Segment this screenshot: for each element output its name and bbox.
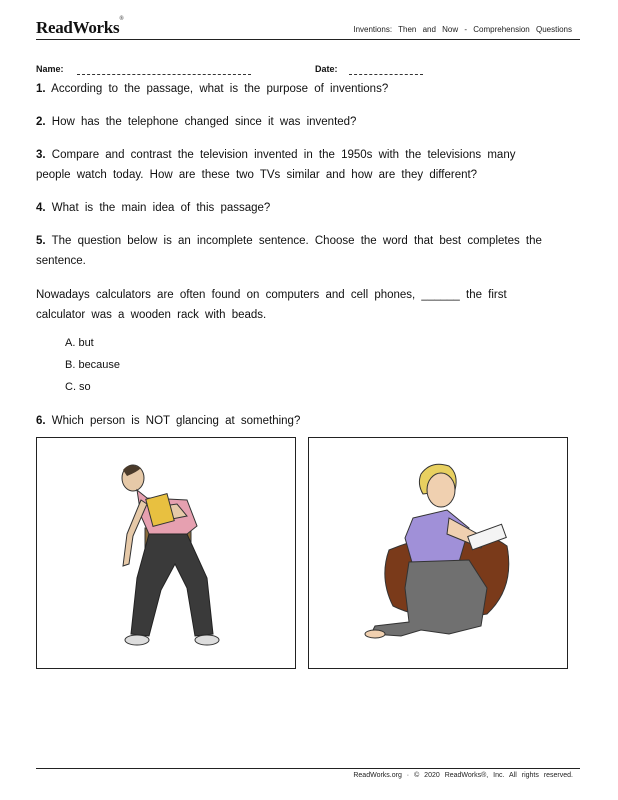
- choice-b[interactable]: B. because: [65, 359, 121, 371]
- copyright-footer: ReadWorks.org · © 2020 ReadWorks®, Inc. All rights reserved.: [353, 772, 573, 779]
- name-blank[interactable]: [77, 74, 251, 75]
- question-3: 3. Compare and contrast the television invented in the 1950s with the televisions many people watch today. How are these two TVs similar and how are they different?: [36, 149, 516, 181]
- reading-person-icon: [309, 438, 567, 668]
- name-label: Name:: [36, 64, 64, 74]
- choice-c[interactable]: C. so: [65, 381, 91, 393]
- question-5: 5. The question below is an incomplete sentence. Choose the word that best completes the sentence.: [36, 235, 542, 267]
- header-divider: [36, 39, 580, 40]
- image-option-2[interactable]: [308, 437, 568, 669]
- footer-divider: [36, 768, 580, 769]
- readworks-logo: ReadWorks®: [36, 16, 124, 37]
- incomplete-sentence: Nowadays calculators are often found on computers and cell phones, ______ the first calculator was a wooden rack with beads.: [36, 289, 507, 321]
- date-blank[interactable]: [349, 74, 423, 75]
- image-option-1[interactable]: [36, 437, 296, 669]
- question-1: 1. According to the passage, what is the purpose of inventions?: [36, 83, 389, 95]
- question-6: 6. Which person is NOT glancing at something?: [36, 415, 301, 427]
- question-2: 2. How has the telephone changed since it was invented?: [36, 116, 357, 128]
- question-4: 4. What is the main idea of this passage?: [36, 202, 271, 214]
- date-label: Date:: [315, 64, 338, 74]
- choice-a[interactable]: A. but: [65, 337, 94, 349]
- worksheet-title: Inventions: Then and Now - Comprehension Questions: [353, 25, 572, 34]
- sleeping-person-icon: [37, 438, 295, 668]
